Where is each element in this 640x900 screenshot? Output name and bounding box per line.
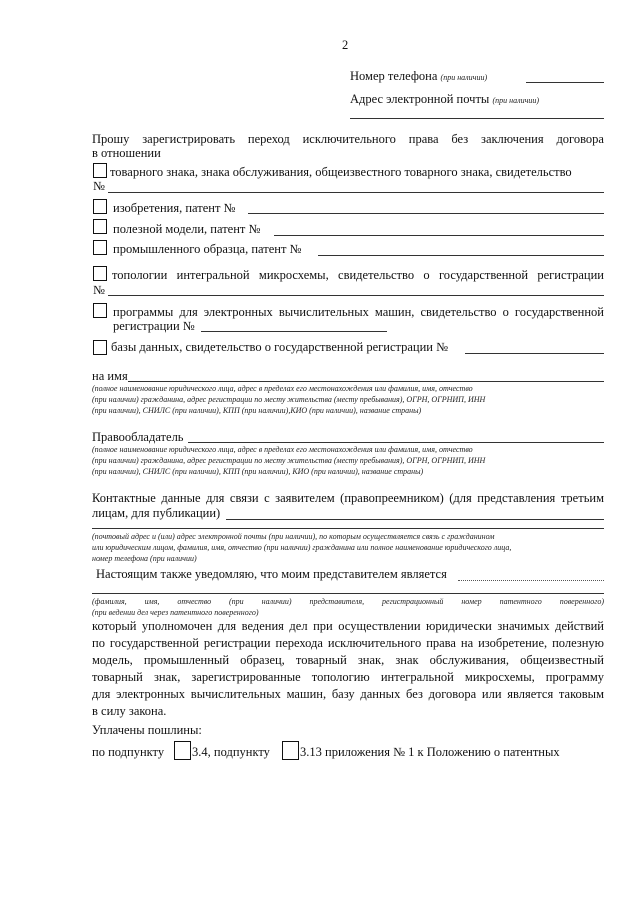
database-label: базы данных, свидетельство о государственной регистрации № [111, 340, 449, 354]
utility-model-checkbox[interactable] [93, 219, 107, 234]
email-label: Адрес электронной почты [350, 92, 490, 106]
phone-label: Номер телефона [350, 69, 438, 83]
representative-para-2: по государственной регистрации перехода исключительного права на изобретение, полезную [92, 636, 604, 650]
invention-checkbox[interactable] [93, 199, 107, 214]
trademark-number-input[interactable] [108, 192, 604, 193]
representative-para-4: товарный знак, зарегистрированные топологию интегральной микросхемы, программу [92, 670, 604, 684]
recipient-note-3: (при наличии), СНИЛС (при наличии), КПП (при наличии),КИО (при наличии), название страны) [92, 406, 422, 415]
recipient-label: на имя [92, 369, 128, 383]
fees-label: Уплачены пошлины: [92, 723, 202, 737]
database-number-input[interactable] [465, 353, 604, 354]
trademark-checkbox[interactable] [93, 163, 107, 178]
representative-input-2[interactable] [92, 593, 604, 594]
database-checkbox[interactable] [93, 340, 107, 355]
topology-number-input[interactable] [108, 295, 604, 296]
contact-data-note-1: (почтовый адрес и (или) адрес электронной почты (при наличии), по которым осуществляется связь с гражданином [92, 532, 495, 541]
email-label-row [350, 92, 539, 107]
software-label-2: регистрации № [113, 319, 195, 333]
contact-data-input[interactable] [226, 519, 604, 520]
industrial-design-label: промышленного образца, патент № [113, 242, 302, 256]
topology-checkbox[interactable] [93, 266, 107, 281]
contact-data-note-2: или юридическим лицом, фамилия, имя, отчество (при наличии) гражданина или полное наименование юридического лица, [92, 543, 512, 552]
email-input[interactable] [350, 118, 604, 119]
fee-3-13-label: 3.13 приложения № 1 к Положению о патентных [300, 745, 560, 759]
contact-data-input-2[interactable] [92, 528, 604, 529]
page-number: 2 [342, 38, 349, 52]
rightholder-note-2: (при наличии) гражданина, адрес регистрации по месту жительства (месту пребывания), ОГРН, ОГРНИП, ИНН [92, 456, 486, 465]
fees-prefix: по подпункту [92, 745, 165, 759]
representative-para-3: модель, промышленный образец, товарный знак, знак обслуживания, общеизвестный [92, 653, 604, 667]
trademark-no-label: № [93, 179, 105, 193]
software-checkbox[interactable] [93, 303, 107, 318]
trademark-label: товарного знака, знака обслуживания, общеизвестного товарного знака, свидетельство [110, 165, 572, 179]
topology-no-label: № [93, 283, 105, 297]
invention-label: изобретения, патент № [113, 201, 236, 215]
industrial-design-number-input[interactable] [318, 255, 604, 256]
software-number-input[interactable] [201, 331, 387, 332]
contact-data-note-3: номер телефона (при наличии) [92, 554, 197, 563]
utility-model-label: полезной модели, патент № [113, 222, 261, 236]
fee-3-13-checkbox[interactable] [282, 741, 299, 760]
representative-label: Настоящим также уведомляю, что моим представителем является [96, 567, 447, 581]
rightholder-note-1: (полное наименование юридического лица, адрес в пределах его местонахождения или фамилия, имя, отчество [92, 445, 473, 454]
software-label: программы для электронных вычислительных машин, свидетельство о государственной [113, 305, 604, 319]
representative-note-2: (при ведении дел через патентного поверенного) [92, 608, 259, 617]
recipient-input[interactable] [128, 381, 604, 382]
phone-input[interactable] [526, 82, 604, 83]
representative-para-1: который уполномочен для ведения дел при осуществлении юридически значимых действий [92, 619, 604, 633]
representative-note-1: (фамилия, имя, отчество (при наличии) представителя, регистрационный номер патентного поверенного) [92, 597, 604, 606]
request-line-1: Прошу зарегистрировать переход исключительного права без заключения договора [92, 132, 604, 146]
contact-data-line-2: лицам, для публикации) [92, 506, 221, 520]
representative-para-5: для электронных вычислительных машин, базу данных без договора или является таковым [92, 687, 604, 701]
recipient-note-2: (при наличии) гражданина, адрес регистрации по месту жительства (месту пребывания), ОГРН, ОГРНИП, ИНН [92, 395, 486, 404]
rightholder-input[interactable] [188, 442, 604, 443]
invention-number-input[interactable] [248, 213, 604, 214]
fee-3-4-checkbox[interactable] [174, 741, 191, 760]
request-line-2: в отношении [92, 146, 161, 160]
contact-data-line-1: Контактные данные для связи с заявителем (правопреемником) (для представления третьим [92, 491, 604, 505]
utility-model-number-input[interactable] [274, 235, 604, 236]
rightholder-label: Правообладатель [92, 430, 184, 444]
recipient-note-1: (полное наименование юридического лица, адрес в пределах его местонахождения или фамилия, имя, отчество [92, 384, 473, 393]
representative-para-6: в силу закона. [92, 704, 167, 718]
industrial-design-checkbox[interactable] [93, 240, 107, 255]
phone-label-row [350, 69, 487, 84]
topology-label: топологии интегральной микросхемы, свидетельство о государственной регистрации [112, 268, 604, 282]
rightholder-note-3: (при наличии), СНИЛС (при наличии), КПП (при наличии), КИО (при наличии), название страны) [92, 467, 424, 476]
representative-input[interactable] [458, 580, 604, 581]
email-hint: (при наличии) [492, 96, 540, 105]
fee-3-4-label: 3.4, подпункту [192, 745, 270, 759]
phone-hint: (при наличии) [440, 73, 488, 82]
